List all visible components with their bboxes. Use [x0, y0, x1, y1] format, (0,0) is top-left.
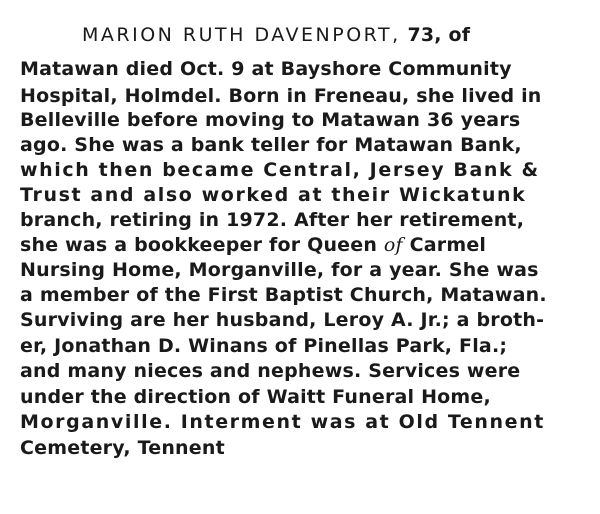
- line-9-start: she was a bookkeeper for Queen: [20, 234, 384, 256]
- obituary-line-14: and many nieces and nephews. Services were: [20, 360, 521, 382]
- obituary-line-1: [82, 24, 470, 46]
- obituary-line-10: Nursing Home, Morganville, for a year. She was: [20, 259, 539, 281]
- line-9-end: Carmel: [402, 234, 487, 256]
- obituary-line-12: Surviving are her husband, Leroy A. Jr.; a broth-: [20, 309, 545, 331]
- obituary-line-4: Belleville before moving to Matawan 36 years: [20, 109, 521, 131]
- obituary-line-13: er, Jonathan D. Winans of Pinellas Park, Fla.;: [20, 335, 508, 357]
- obituary-line-15: under the direction of Waitt Funeral Home,: [20, 386, 491, 408]
- of-word: of: [441, 24, 471, 46]
- obituary-line-8: branch, retiring in 1972. After her retirement,: [20, 209, 525, 231]
- obituary-line-16: Morganville. Interment was at Old Tennent: [20, 411, 545, 433]
- obituary-line-3: Hospital, Holmdel. Born in Freneau, she lived in: [20, 85, 542, 107]
- obituary-line-6: which then became Central, Jersey Bank &: [20, 159, 540, 181]
- obituary-line-2: Matawan died Oct. 9 at Bayshore Community: [20, 58, 512, 80]
- obituary-line-7: Trust and also worked at their Wickatunk: [20, 184, 527, 206]
- obituary-line-11: a member of the First Baptist Church, Matawan.: [20, 284, 547, 306]
- deceased-age: 73,: [400, 24, 442, 46]
- obituary-line-5: ago. She was a bank teller for Matawan Bank,: [20, 134, 522, 156]
- obituary-line-9: [20, 234, 486, 256]
- obituary-line-17: Cemetery, Tennent: [20, 437, 225, 459]
- deceased-name: MARION RUTH DAVENPORT,: [82, 24, 401, 46]
- italic-of-word: of: [383, 234, 403, 256]
